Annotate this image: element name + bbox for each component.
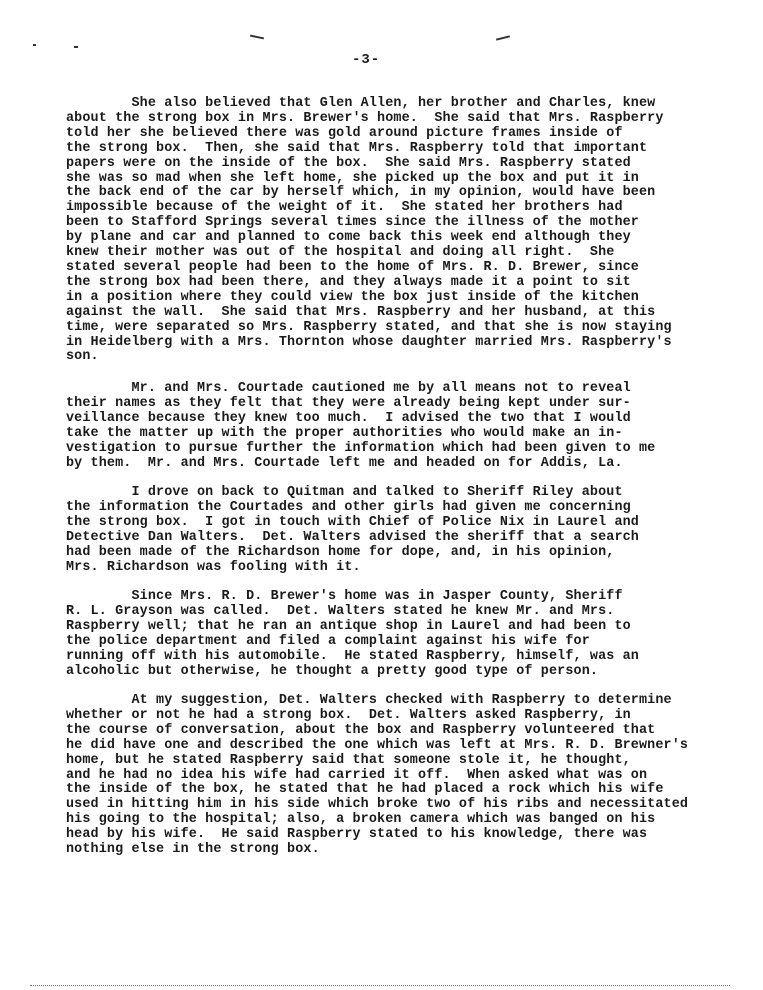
text-line: in Heidelberg with a Mrs. Thornton whose daughter married Mrs. Raspberry's [66, 334, 672, 350]
text-line: veillance because they knew too much. I advised the two that I would [66, 410, 631, 426]
text-line: home, but he stated Raspberry said that someone stole it, he thought, [66, 752, 631, 768]
text-line: by them. Mr. and Mrs. Courtade left me and headed on for Addis, La. [66, 455, 623, 471]
text-line: She also believed that Glen Allen, her brother and Charles, knew [66, 96, 656, 111]
text-line: the course of conversation, about the box and Raspberry volunteered that [66, 722, 656, 738]
text-line: the inside of the box, he stated that he had placed a rock which his wife [66, 782, 664, 798]
text-line: At my suggestion, Det. Walters checked with Raspberry to determine [66, 693, 672, 708]
text-line: Mr. and Mrs. Courtade cautioned me by all means not to reveal [66, 381, 631, 396]
page-number: -3- [352, 52, 381, 68]
text-line: papers were on the inside of the box. She said Mrs. Raspberry stated [66, 155, 631, 171]
text-line: vestigation to pursue further the information which had been given to me [66, 440, 656, 456]
text-line: Raspberry well; that he ran an antique shop in Laurel and had been to [66, 618, 631, 634]
text-line: Mrs. Richardson was fooling with it. [66, 559, 361, 575]
scan-speck [74, 46, 78, 48]
text-line: the strong box had been there, and they always made it a point to sit [66, 274, 631, 290]
text-line: Detective Dan Walters. Det. Walters advised the sheriff that a search [66, 529, 639, 545]
text-line: used in hitting him in his side which broke two of his ribs and necessitated [66, 797, 689, 813]
text-line: the back end of the car by herself which, in my opinion, would have been [66, 185, 656, 201]
text-line: he did have one and described the one which was left at Mrs. R. D. Brewner's [66, 737, 689, 753]
text-line: take the matter up with the proper authorities who would make an in- [66, 425, 623, 441]
punch-mark [250, 35, 264, 40]
text-line: son. [66, 349, 99, 365]
text-line: told her she believed there was gold around picture frames inside of [66, 125, 623, 141]
text-line: their names as they felt that they were already being kept under sur- [66, 395, 631, 411]
text-line: been to Stafford Springs several times since the illness of the mother [66, 215, 639, 231]
text-line: the information the Courtades and other girls had given me concerning [66, 499, 631, 515]
text-line: against the wall. She said that Mrs. Raspberry and her husband, at this [66, 304, 656, 320]
text-line: by plane and car and planned to come back this week end although they [66, 230, 631, 246]
text-line: whether or not he had a strong box. Det. Walters asked Raspberry, in [66, 707, 631, 723]
text-line: I drove on back to Quitman and talked to Sheriff Riley about [66, 485, 623, 500]
text-line: Since Mrs. R. D. Brewer's home was in Jasper County, Sheriff [66, 589, 623, 604]
text-line: head by his wife. He said Raspberry stated to his knowledge, there was [66, 827, 648, 843]
text-line: his going to the hospital; also, a broken camera which was banged on his [66, 812, 656, 828]
text-line: stated several people had been to the home of Mrs. R. D. Brewer, since [66, 259, 639, 275]
text-line: and he had no idea his wife had carried it off. When asked what was on [66, 767, 648, 783]
text-line: alcoholic but otherwise, he thought a pretty good type of person. [66, 663, 599, 679]
text-line: running off with his automobile. He stated Raspberry, himself, was an [66, 648, 639, 664]
text-line: knew their mother was out of the hospital and doing all right. She [66, 245, 615, 261]
paragraph-1 [66, 97, 756, 365]
text-line: she was so mad when she left home, she picked up the box and put it in [66, 170, 639, 186]
bottom-edge-rule [30, 985, 730, 986]
punch-mark [496, 35, 510, 40]
text-line: in a position where they could view the box just inside of the kitchen [66, 289, 639, 305]
paragraph-5 [66, 694, 756, 858]
text-line: had been made of the Richardson home for dope, and, in his opinion, [66, 544, 615, 560]
text-line: R. L. Grayson was called. Det. Walters stated he knew Mr. and Mrs. [66, 603, 615, 619]
text-line: about the strong box in Mrs. Brewer's home. She said that Mrs. Raspberry [66, 110, 664, 126]
text-line: nothing else in the strong box. [66, 842, 320, 858]
text-line: impossible because of the weight of it. She stated her brothers had [66, 200, 623, 216]
text-line: time, were separated so Mrs. Raspberry stated, and that she is now staying [66, 319, 672, 335]
text-line: the strong box. I got in touch with Chief of Police Nix in Laurel and [66, 514, 639, 530]
paragraph-2 [66, 382, 756, 471]
paragraph-4 [66, 590, 756, 679]
text-line: the strong box. Then, she said that Mrs. Raspberry told that important [66, 140, 648, 156]
paragraph-3 [66, 486, 756, 575]
text-line: the police department and filed a complaint against his wife for [66, 633, 590, 649]
scan-speck [33, 44, 36, 46]
